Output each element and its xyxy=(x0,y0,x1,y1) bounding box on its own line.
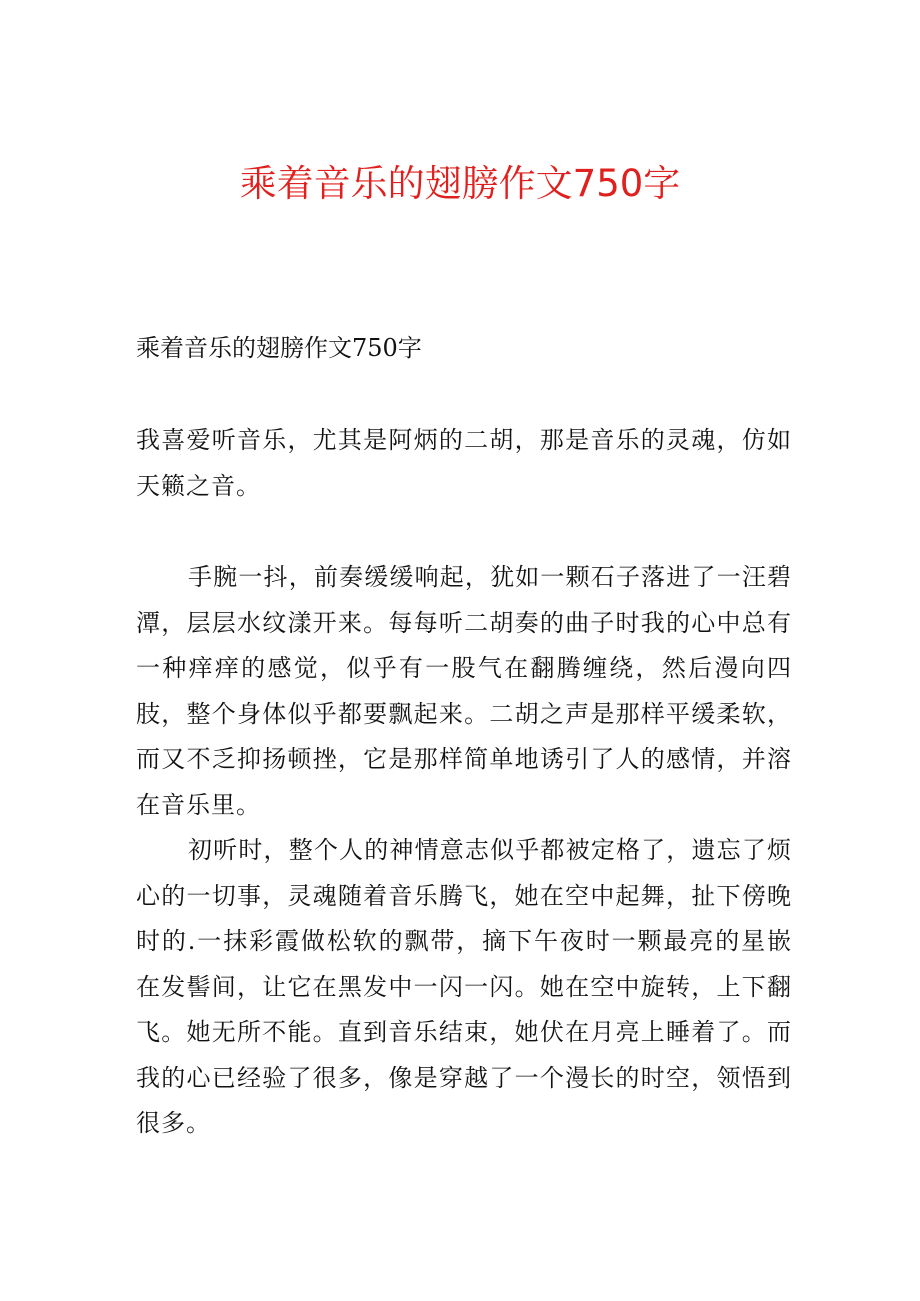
paragraph-2: 手腕一抖，前奏缓缓响起，犹如一颗石子落进了一汪碧潭，层层水纹漾开来。每每听二胡奏的曲子时我的心中总有一种痒痒的感觉，似乎有一股气在翻腾缠绕，然后漫向四肢，整个身体似乎都要飘起来。二胡之声是那样平缓柔软，而又不乏抑扬顿挫，它是那样简单地诱引了人的感情，并溶在音乐里。 xyxy=(136,563,792,819)
document-body xyxy=(136,326,792,1147)
paragraph-3: 初听时，整个人的神情意志似乎都被定格了，遗忘了烦心的一切事，灵魂随着音乐腾飞，她在空中起舞，扯下傍晚时的.一抹彩霞做松软的飘带，摘下午夜时一颗最亮的星嵌在发髻间，让它在黑发中一闪一闪。她在空中旋转，上下翻飞。她无所不能。直到音乐结束，她伏在月亮上睡着了。而我的心已经验了很多，像是穿越了一个漫长的时空，领悟到很多。 xyxy=(136,836,792,1137)
document-subtitle: 乘着音乐的翅膀作文750字 xyxy=(136,334,422,362)
paragraph-1: 我喜爱听音乐，尤其是阿炳的二胡，那是音乐的灵魂，仿如天籁之音。 xyxy=(136,426,792,500)
document-title: 乘着音乐的翅膀作文750字 xyxy=(239,162,681,205)
